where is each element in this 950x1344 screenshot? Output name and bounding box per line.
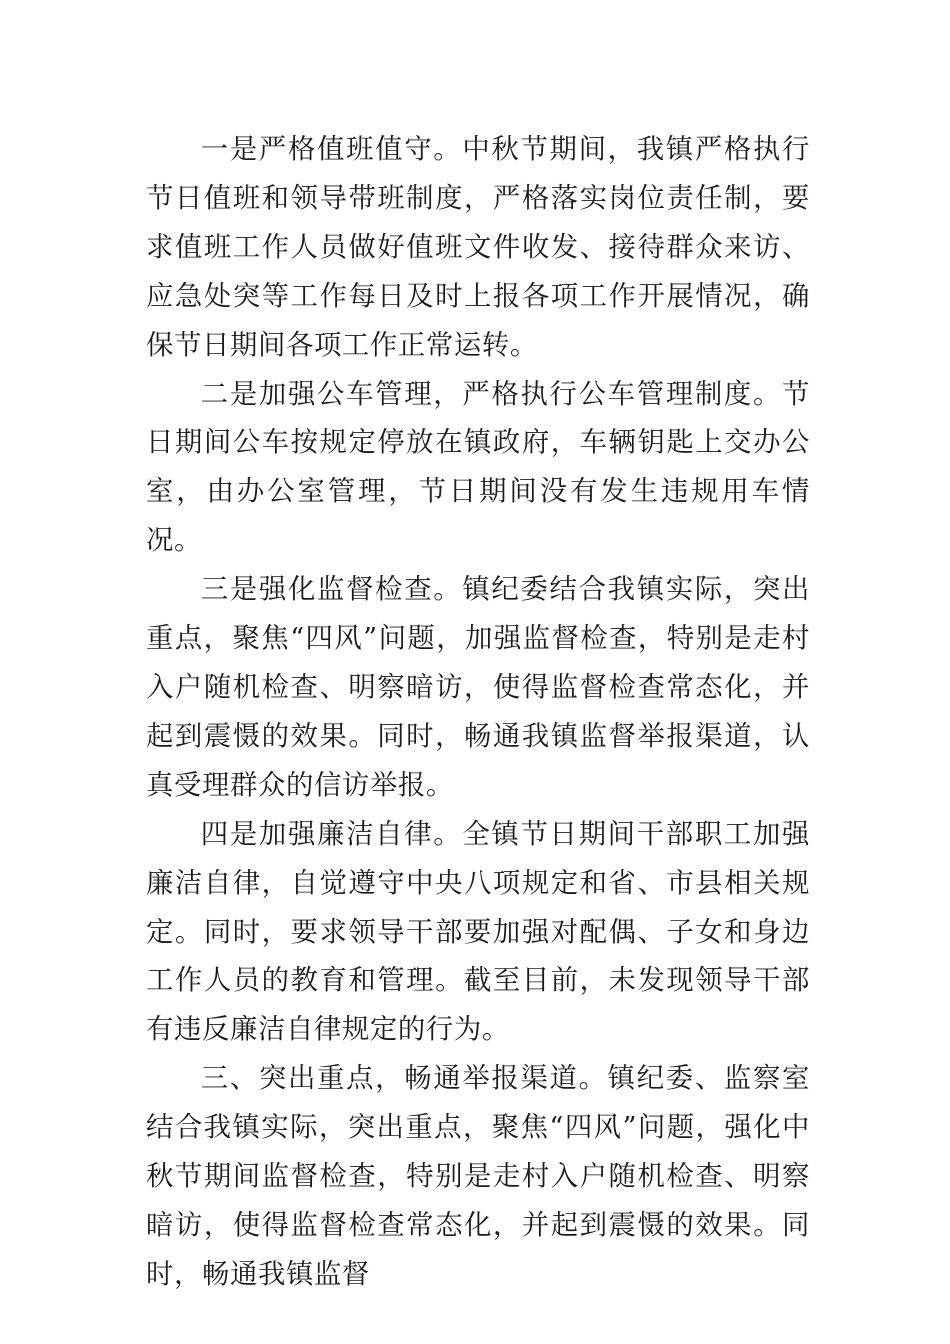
paragraph-integrity-self-discipline: 四是加强廉洁自律。全镇节日期间干部职工加强廉洁自律，自觉遵守中央八项规定和省、市县相关规定。同时，要求领导干部要加强对配偶、子女和身边工作人员的教育和管理。截至目前，未发现领导干部有违反廉洁自律规定的行为。 (146, 818, 810, 1046)
paragraph-vehicle-management: 二是加强公车管理，严格执行公车管理制度。节日期间公车按规定停放在镇政府，车辆钥匙上交办公室，由办公室管理，节日期间没有发生违规用车情况。 (146, 378, 810, 557)
paragraph-supervision-inspection: 三是强化监督检查。镇纪委结合我镇实际，突出重点，聚焦“四风”问题，加强监督检查，特别是走村入户随机检查、明察暗访，使得监督检查常态化，并起到震慑的效果。同时，畅通我镇监督举报渠道，认真受理群众的信访举报。 (146, 574, 810, 801)
document-body (146, 126, 810, 1300)
paragraph-reporting-channels: 三、突出重点，畅通举报渠道。镇纪委、监察室结合我镇实际，突出重点，聚焦“四风”问题，强化中秋节期间监督检查，特别是走村入户随机检查、明察暗访，使得监督检查常态化，并起到震慑的效果。同时，畅通我镇监督 (146, 1063, 810, 1290)
paragraph-duty-watch: 一是严格值班值守。中秋节期间，我镇严格执行节日值班和领导带班制度，严格落实岗位责任制，要求值班工作人员做好值班文件收发、接待群众来访、应急处突等工作每日及时上报各项工作开展情况，确保节日期间各项工作正常运转。 (146, 134, 810, 361)
